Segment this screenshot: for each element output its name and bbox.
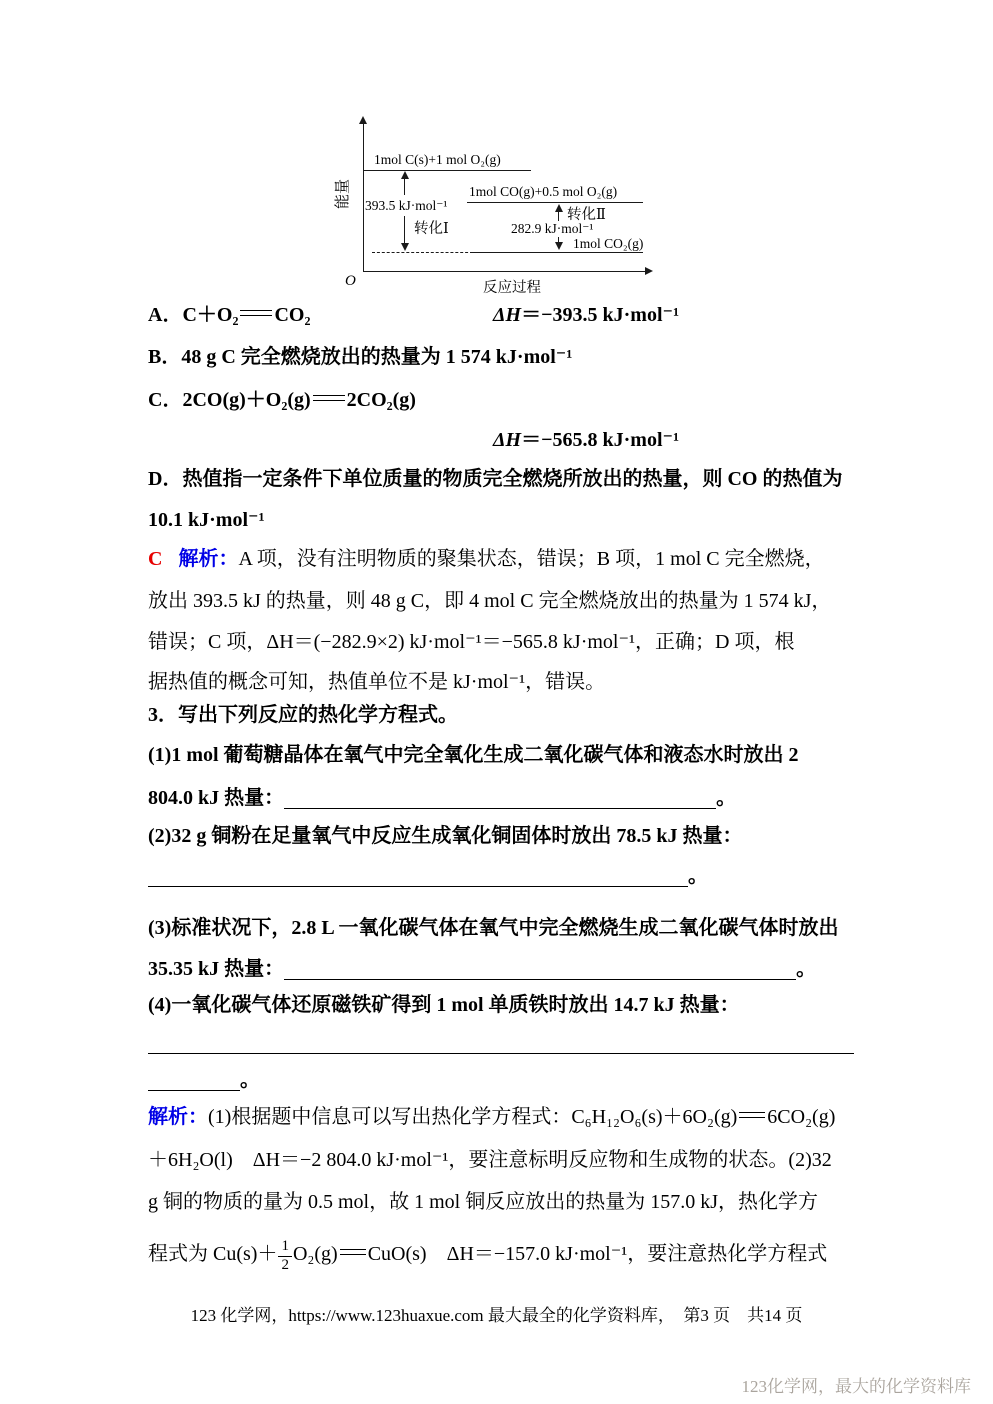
- answer-blank: [148, 1029, 854, 1054]
- option-d-value: 10.1 kJ·mol⁻¹: [148, 509, 265, 531]
- analysis3-line3: [148, 1189, 864, 1216]
- y-axis-arrow-icon: [359, 116, 367, 124]
- analysis2-text3: 错误；C 项，ΔH＝(−282.9×2) kJ·mol⁻¹＝−565.8 kJ·mol⁻¹，正确；D 项，根: [148, 631, 795, 653]
- part1-text2: 804.0 kJ 热量：: [148, 787, 285, 809]
- part3-text: (3)标准状况下，2.8 L 一氧化碳气体在氧气中完全燃烧生成二氧化碳气体时放出: [148, 917, 839, 939]
- option-b-text: B．48 g C 完全燃烧放出的热量为 1 574 kJ·mol⁻¹: [148, 346, 573, 368]
- double-line-equals-icon: [340, 1249, 366, 1255]
- left-arrow-down-icon: [401, 243, 409, 251]
- question3-part2-line1: [148, 823, 864, 850]
- answer-letter: C: [148, 548, 163, 570]
- left-arrow-lower-line: [404, 216, 405, 244]
- site-watermark: 123化学网，最大的化学资料库: [741, 1377, 971, 1396]
- transform-2-label: 转化Ⅱ: [567, 207, 606, 223]
- fraction-denominator: 2: [281, 1256, 289, 1273]
- option-a-enthalpy: [493, 302, 679, 329]
- double-line-equals-icon: [739, 1112, 765, 1118]
- analysis2-line4: [148, 669, 864, 696]
- analysis3-text2: ＋6H₂O(l) ΔH＝−2 804.0 kJ·mol⁻¹，要注意标明反应物和生成物的状态。(2)32: [148, 1149, 832, 1171]
- x-axis-arrow-icon: [645, 267, 653, 275]
- analysis2-line2: [148, 588, 864, 615]
- answer-blank: [148, 862, 688, 887]
- answer-blank: [148, 1066, 240, 1091]
- analysis3-text4a: 程式为 Cu(s)＋: [148, 1243, 278, 1266]
- option-d-line1: [148, 466, 864, 493]
- left-arrow-upper-line: [404, 178, 405, 195]
- analysis3-text3: g 铜的物质的量为 0.5 mol，故 1 mol 铜反应放出的热量为 157.0 kJ，热化学方: [148, 1191, 819, 1213]
- question3-title-text: 3．写出下列反应的热化学方程式。: [148, 704, 458, 726]
- option-a-equation-left: A．C＋O₂: [148, 304, 239, 326]
- x-axis: [363, 271, 647, 272]
- option-c-equation-right: 2CO₂(g): [346, 389, 416, 411]
- analysis2-text4: 据热值的概念可知，热值单位不是 kJ·mol⁻¹，错误。: [148, 671, 606, 693]
- question3-title: [148, 702, 864, 729]
- option-c-enthalpy: [493, 427, 863, 454]
- part2-text: (2)32 g 铜粉在足量氧气中反应生成氧化铜固体时放出 78.5 kJ 热量：: [148, 825, 743, 847]
- option-d-line2: [148, 507, 864, 534]
- answer-blank: [284, 955, 796, 980]
- fraction-numerator: 1: [278, 1238, 292, 1257]
- option-a-equation-right: CO₂: [274, 304, 311, 326]
- analysis3-text4c: CuO(s) ΔH＝−157.0 kJ·mol⁻¹，要注意热化学方程式: [367, 1243, 828, 1266]
- analysis3-text4b: O₂(g): [292, 1243, 338, 1266]
- option-c: [148, 387, 864, 414]
- energy-level-top-line: [364, 170, 531, 171]
- energy-level-top-label: 1mol C(s)+1 mol O₂(g): [374, 152, 501, 167]
- energy-gap-right-label: 282.9 kJ·mol⁻¹: [511, 221, 594, 236]
- y-axis: [363, 123, 364, 271]
- answer-blank: [284, 784, 716, 809]
- delta-h-symbol: ΔH: [493, 304, 522, 326]
- full-stop: 。: [796, 958, 817, 980]
- energy-level-mid-label: 1mol CO(g)+0.5 mol O₂(g): [469, 184, 618, 199]
- analysis2-line1: [148, 546, 864, 573]
- y-axis-label: 能量: [335, 178, 351, 209]
- energy-level-mid-line: [467, 202, 643, 203]
- transform-1-label: 转化Ⅰ: [414, 221, 449, 237]
- analysis2-text2: 放出 393.5 kJ 的热量，则 48 g C，即 4 mol C 完全燃烧放出的热量为 1 574 kJ，: [148, 590, 832, 612]
- question3-part4-line1: [148, 992, 864, 1019]
- analysis2-line3: [148, 629, 864, 656]
- option-c-enthalpy-value: ＝−565.8 kJ·mol⁻¹: [521, 429, 680, 451]
- full-stop: 。: [716, 787, 737, 809]
- full-stop: 。: [688, 865, 708, 887]
- full-stop: 。: [240, 1069, 260, 1091]
- option-d-text: D．热值指一定条件下单位质量的物质完全燃烧所放出的热量，则 CO 的热值为: [148, 468, 843, 490]
- analysis3-line1: [148, 1104, 864, 1131]
- option-a: [148, 302, 864, 329]
- analysis-label: 解析：: [178, 548, 239, 570]
- question3-part2-blank: [148, 862, 864, 890]
- double-line-equals-icon: [240, 310, 272, 316]
- analysis3-text1b: 6CO₂(g): [767, 1106, 836, 1128]
- question3-part3-line1: [148, 915, 864, 942]
- double-line-equals-icon: [313, 395, 345, 401]
- question3-part4-blank-end: [148, 1066, 864, 1094]
- page-footer: 123 化学网，https://www.123huaxue.com 最大最全的化学资料库， 第3 页 共14 页: [190, 1306, 803, 1325]
- energy-level-bottom-line: [473, 252, 643, 253]
- part3-text2: 35.35 kJ 热量：: [148, 958, 285, 980]
- analysis3-line4: [148, 1238, 864, 1273]
- analysis3-line2: [148, 1147, 864, 1174]
- energy-gap-left-label: 393.5 kJ·mol⁻¹: [365, 198, 448, 213]
- question3-part1-line1: [148, 742, 864, 769]
- one-half-fraction: [278, 1238, 292, 1273]
- option-c-equation-left: C．2CO(g)＋O₂(g): [148, 389, 311, 411]
- right-arrow-upper-line: [558, 211, 559, 221]
- question3-part1-line2: [148, 784, 864, 812]
- right-arrow-down-icon: [555, 242, 563, 250]
- origin-label: O: [345, 273, 356, 289]
- analysis2-text1: A 项，没有注明物质的聚集状态，错误；B 项，1 mol C 完全燃烧，: [238, 548, 825, 570]
- part1-text: (1)1 mol 葡萄糖晶体在氧气中完全氧化生成二氧化碳气体和液态水时放出 2: [148, 744, 799, 766]
- energy-level-diagram: [335, 113, 675, 308]
- option-a-enthalpy-value: ＝−393.5 kJ·mol⁻¹: [521, 304, 680, 326]
- analysis-label: 解析：: [148, 1106, 208, 1128]
- question3-part4-blank-line: [148, 1029, 864, 1057]
- part4-text: (4)一氧化碳气体还原磁铁矿得到 1 mol 单质铁时放出 14.7 kJ 热量：: [148, 994, 740, 1016]
- analysis3-text1: (1)根据题中信息可以写出热化学方程式：C₆H₁₂O₆(s)＋6O₂(g): [208, 1106, 738, 1128]
- energy-level-bottom-dashed-line: [372, 252, 473, 253]
- question3-part3-line2: [148, 955, 864, 983]
- x-axis-label: 反应过程: [483, 280, 541, 296]
- energy-level-bottom-label: 1mol CO₂(g): [573, 236, 644, 251]
- delta-h-symbol: ΔH: [493, 429, 522, 451]
- option-b: [148, 344, 864, 371]
